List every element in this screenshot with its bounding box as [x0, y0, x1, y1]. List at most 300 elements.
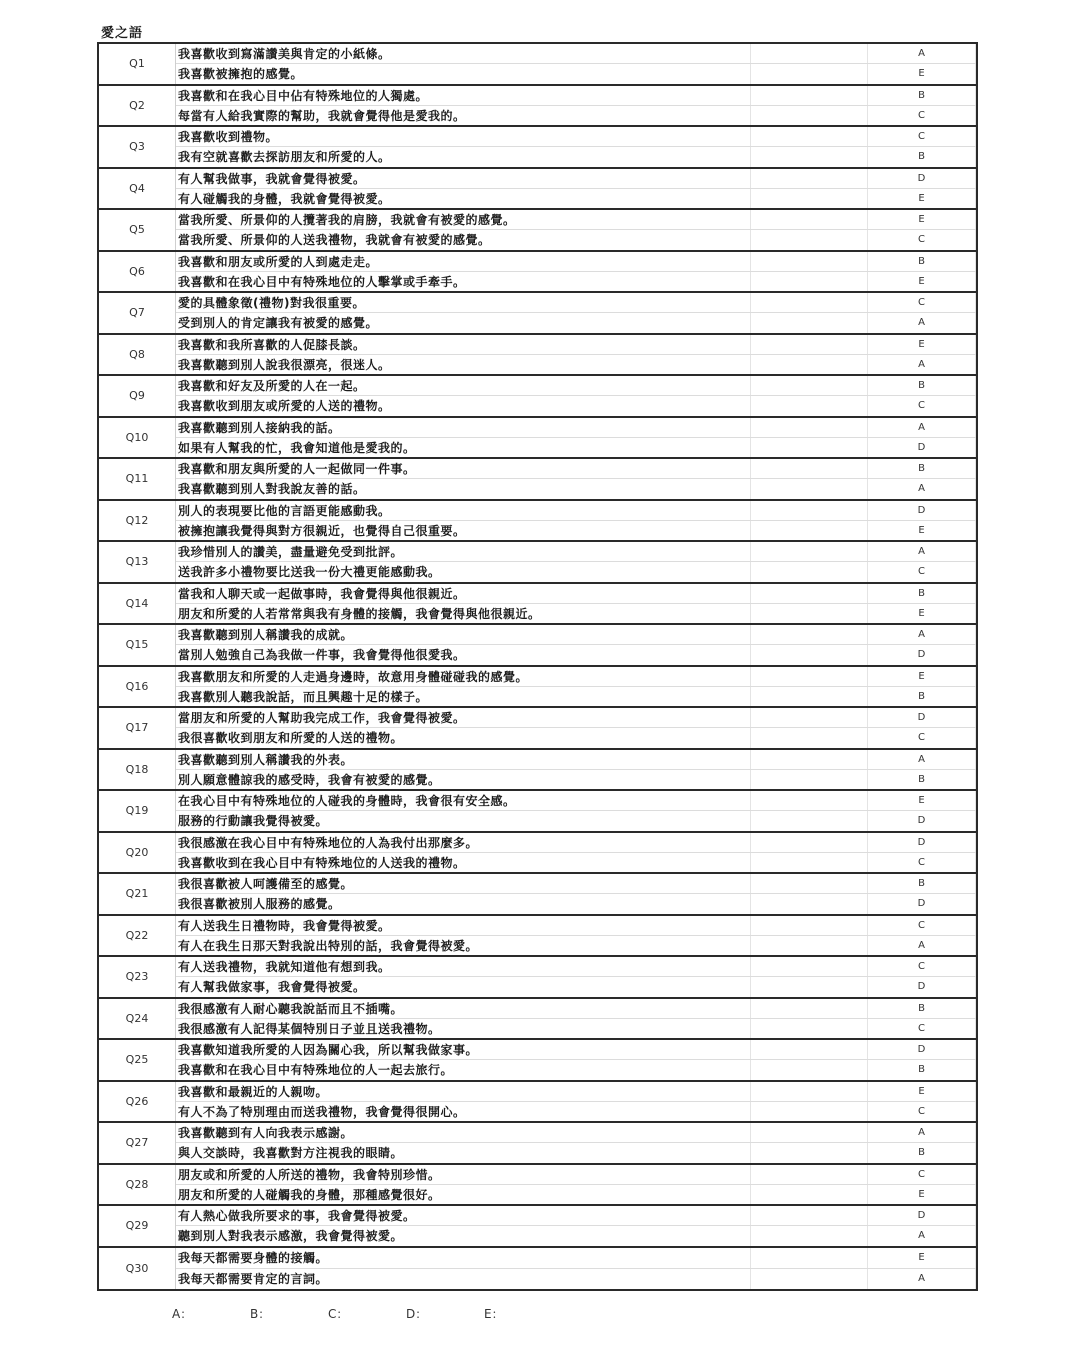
statement-text: 朋友和所愛的人若常常與我有身體的接觸，我會覺得與他很親近。: [176, 604, 751, 623]
category-code: C: [918, 234, 925, 246]
statement-line: [176, 64, 976, 83]
empty-cell: [975, 604, 976, 623]
empty-cell: [975, 1165, 976, 1184]
category-code: E: [918, 524, 925, 536]
statement-text: 我每天都需要身體的接觸。: [176, 1248, 751, 1268]
answer-cell[interactable]: [751, 1082, 868, 1101]
statement-text: 我喜歡聽到別人稱讚我的成就。: [176, 625, 751, 644]
answer-cell[interactable]: [751, 230, 868, 249]
statement-text: 我喜歡被擁抱的感覺。: [176, 64, 751, 83]
statement-text: 別人的表現要比他的言語更能感動我。: [176, 501, 751, 520]
answer-cell[interactable]: [751, 479, 868, 498]
statement-line: [176, 667, 976, 687]
empty-cell: [975, 1226, 976, 1245]
statement-line: [176, 189, 976, 208]
question-number: Q23: [99, 957, 176, 997]
answer-cell[interactable]: [751, 252, 868, 271]
answer-cell[interactable]: [751, 355, 868, 374]
tally-label: B：: [250, 1307, 271, 1321]
answer-cell[interactable]: [751, 1248, 868, 1268]
category-code: A: [918, 1273, 925, 1285]
statement-line: [176, 1082, 976, 1102]
question-row: [99, 459, 976, 501]
statement-line: [176, 957, 976, 977]
empty-cell: [975, 750, 976, 769]
category-code: A: [918, 753, 925, 765]
question-number: Q30: [99, 1248, 176, 1290]
answer-cell[interactable]: [751, 791, 868, 810]
answer-cell[interactable]: [751, 750, 868, 769]
answer-cell[interactable]: [751, 667, 868, 686]
category-code: A: [918, 939, 925, 951]
question-number: Q3: [99, 127, 176, 167]
statement-text: 我喜歡收到朋友或所愛的人送的禮物。: [176, 396, 751, 415]
category-code: A: [918, 317, 925, 329]
question-number: Q29: [99, 1206, 176, 1246]
question-row: [99, 708, 976, 750]
category-code: A: [918, 483, 925, 495]
category-code: A: [918, 421, 925, 433]
statement-text: 與人交談時，我喜歡對方注視我的眼睛。: [176, 1143, 751, 1162]
questionnaire-table: [97, 42, 978, 1291]
statement-line: [176, 1185, 976, 1204]
empty-cell: [975, 667, 976, 686]
empty-cell: [975, 1269, 976, 1289]
statement-line: [176, 687, 976, 706]
category-code: E: [918, 1252, 925, 1264]
question-row: [99, 501, 976, 543]
empty-cell: [975, 999, 976, 1018]
question-number: Q14: [99, 584, 176, 624]
empty-cell: [975, 977, 976, 996]
empty-cell: [975, 894, 976, 913]
statement-line: [176, 147, 976, 166]
answer-cell[interactable]: [751, 770, 868, 789]
answer-cell[interactable]: [751, 874, 868, 893]
question-number: Q27: [99, 1123, 176, 1163]
answer-cell[interactable]: [751, 313, 868, 332]
statement-text: 我喜歡聽到別人稱讚我的外表。: [176, 750, 751, 769]
empty-cell: [975, 645, 976, 664]
statement-line: [176, 501, 976, 521]
question-number: Q28: [99, 1165, 176, 1205]
question-row: [99, 210, 976, 252]
category-code: D: [917, 981, 926, 993]
question-row: [99, 957, 976, 999]
statement-line: [176, 438, 976, 457]
answer-cell[interactable]: [751, 1226, 868, 1245]
question-row: [99, 1165, 976, 1207]
statement-text: 我喜歡收到寫滿讚美與肯定的小紙條。: [176, 44, 751, 63]
statement-text: 我喜歡聽到有人向我表示感謝。: [176, 1123, 751, 1142]
statement-line: [176, 1269, 976, 1289]
statement-line: [176, 936, 976, 955]
answer-cell[interactable]: [751, 853, 868, 872]
statement-text: 當我和人聊天或一起做事時，我會覺得與他很親近。: [176, 584, 751, 603]
empty-cell: [975, 86, 976, 105]
score-tally: [172, 1305, 562, 1322]
answer-cell[interactable]: [751, 169, 868, 188]
question-row: [99, 1206, 976, 1248]
answer-cell[interactable]: [751, 127, 868, 146]
answer-cell[interactable]: [751, 1206, 868, 1225]
statement-line: [176, 1040, 976, 1060]
answer-cell[interactable]: [751, 272, 868, 291]
category-code: A: [918, 629, 925, 641]
statement-line: [176, 335, 976, 355]
statement-text: 有人碰觸我的身體，我就會覺得被愛。: [176, 189, 751, 208]
empty-cell: [975, 355, 976, 374]
statement-text: 在我心目中有特殊地位的人碰我的身體時，我會很有安全感。: [176, 791, 751, 810]
category-code: A: [918, 1127, 925, 1139]
statement-text: 當我所愛、所景仰的人攬著我的肩膀，我就會有被愛的感覺。: [176, 210, 751, 229]
question-number: Q5: [99, 210, 176, 250]
answer-cell[interactable]: [751, 1060, 868, 1079]
statement-text: 我喜歡和最親近的人親吻。: [176, 1082, 751, 1101]
empty-cell: [975, 791, 976, 810]
statement-line: [176, 293, 976, 313]
statement-line: [176, 1248, 976, 1269]
answer-cell[interactable]: [751, 936, 868, 955]
empty-cell: [975, 189, 976, 208]
question-row: [99, 169, 976, 211]
statement-line: [176, 106, 976, 125]
answer-cell[interactable]: [751, 376, 868, 395]
statement-text: 如果有人幫我的忙，我會知道他是愛我的。: [176, 438, 751, 457]
answer-cell[interactable]: [751, 521, 868, 540]
question-row: [99, 791, 976, 833]
category-code: E: [918, 275, 925, 287]
statement-text: 有人送我禮物，我就知道他有想到我。: [176, 957, 751, 976]
answer-cell[interactable]: [751, 708, 868, 727]
statement-text: 有人在我生日那天對我說出特別的話，我會覺得被愛。: [176, 936, 751, 955]
statement-text: 我有空就喜歡去探訪朋友和所愛的人。: [176, 147, 751, 166]
statement-text: 服務的行動讓我覺得被愛。: [176, 811, 751, 830]
category-code: C: [918, 732, 925, 744]
question-number: Q8: [99, 335, 176, 375]
empty-cell: [975, 376, 976, 395]
statement-text: 朋友或和所愛的人所送的禮物，我會特別珍惜。: [176, 1165, 751, 1184]
question-row: [99, 1248, 976, 1290]
category-code: C: [918, 400, 925, 412]
answer-cell[interactable]: [751, 1165, 868, 1184]
statement-line: [176, 708, 976, 728]
statement-line: [176, 791, 976, 811]
statement-text: 我喜歡收到在我心目中有特殊地位的人送我的禮物。: [176, 853, 751, 872]
answer-cell[interactable]: [751, 293, 868, 312]
answer-cell[interactable]: [751, 625, 868, 644]
empty-cell: [975, 147, 976, 166]
statement-text: 我喜歡聽到別人說我很漂亮，很迷人。: [176, 355, 751, 374]
tally-label: C：: [328, 1307, 349, 1321]
empty-cell: [975, 230, 976, 249]
category-code: E: [918, 795, 925, 807]
statement-line: [176, 604, 976, 623]
category-code: E: [918, 214, 925, 226]
answer-cell[interactable]: [751, 584, 868, 603]
statement-text: 每當有人給我實際的幫助，我就會覺得他是愛我的。: [176, 106, 751, 125]
statement-text: 我很感激有人記得某個特別日子並且送我禮物。: [176, 1019, 751, 1038]
question-number: Q7: [99, 293, 176, 333]
answer-cell[interactable]: [751, 687, 868, 706]
answer-cell[interactable]: [751, 728, 868, 747]
statement-line: [176, 811, 976, 830]
category-code: E: [918, 607, 925, 619]
question-number: Q17: [99, 708, 176, 748]
question-row: [99, 750, 976, 792]
question-row: [99, 916, 976, 958]
statement-text: 聽到別人對我表示感激，我會覺得被愛。: [176, 1226, 751, 1245]
statement-line: [176, 1019, 976, 1038]
statement-line: [176, 521, 976, 540]
answer-cell[interactable]: [751, 811, 868, 830]
empty-cell: [975, 313, 976, 332]
statement-line: [176, 1143, 976, 1162]
answer-cell[interactable]: [751, 86, 868, 105]
empty-cell: [975, 459, 976, 478]
category-code: E: [918, 338, 925, 350]
category-code: A: [918, 358, 925, 370]
statement-text: 當我所愛、所景仰的人送我禮物，我就會有被愛的感覺。: [176, 230, 751, 249]
empty-cell: [975, 521, 976, 540]
category-code: A: [918, 1230, 925, 1242]
statement-text: 受到別人的肯定讓我有被愛的感覺。: [176, 313, 751, 332]
statement-line: [176, 542, 976, 562]
statement-text: 我很喜歡被人呵護備至的感覺。: [176, 874, 751, 893]
statement-line: [176, 230, 976, 249]
statement-line: [176, 396, 976, 415]
empty-cell: [975, 1040, 976, 1059]
category-code: D: [917, 649, 926, 661]
empty-cell: [975, 1082, 976, 1101]
category-code: D: [917, 1210, 926, 1222]
category-code: B: [918, 151, 925, 163]
answer-cell[interactable]: [751, 894, 868, 913]
statement-line: [176, 645, 976, 664]
answer-cell[interactable]: [751, 459, 868, 478]
empty-cell: [975, 1102, 976, 1121]
answer-cell[interactable]: [751, 1019, 868, 1038]
answer-cell[interactable]: [751, 604, 868, 623]
statement-text: 我喜歡和我所喜歡的人促膝長談。: [176, 335, 751, 354]
answer-cell[interactable]: [751, 542, 868, 561]
question-row: [99, 44, 976, 86]
statement-text: 我喜歡知道我所愛的人因為關心我，所以幫我做家事。: [176, 1040, 751, 1059]
empty-cell: [975, 44, 976, 63]
category-code: C: [918, 961, 925, 973]
answer-cell[interactable]: [751, 1185, 868, 1204]
answer-cell[interactable]: [751, 418, 868, 437]
answer-cell[interactable]: [751, 1040, 868, 1059]
answer-cell[interactable]: [751, 562, 868, 581]
empty-cell: [975, 418, 976, 437]
statement-text: 我喜歡朋友和所愛的人走過身邊時，故意用身體碰碰我的感覺。: [176, 667, 751, 686]
statement-line: [176, 584, 976, 604]
question-row: [99, 1040, 976, 1082]
category-code: B: [918, 1002, 925, 1014]
question-number: Q20: [99, 833, 176, 873]
statement-line: [176, 355, 976, 374]
answer-cell[interactable]: [751, 977, 868, 996]
question-row: [99, 1123, 976, 1165]
empty-cell: [975, 957, 976, 976]
empty-cell: [975, 811, 976, 830]
category-code: D: [917, 172, 926, 184]
statement-text: 有人送我生日禮物時，我會覺得被愛。: [176, 916, 751, 935]
empty-cell: [975, 169, 976, 188]
empty-cell: [975, 874, 976, 893]
question-number: Q6: [99, 252, 176, 292]
answer-cell[interactable]: [751, 210, 868, 229]
statement-text: 有人不為了特別理由而送我禮物，我會覺得很開心。: [176, 1102, 751, 1121]
answer-cell[interactable]: [751, 189, 868, 208]
empty-cell: [975, 584, 976, 603]
empty-cell: [975, 396, 976, 415]
question-number: Q22: [99, 916, 176, 956]
statement-line: [176, 916, 976, 936]
category-code: C: [918, 131, 925, 143]
statement-text: 我喜歡和朋友或所愛的人到處走走。: [176, 252, 751, 271]
empty-cell: [975, 479, 976, 498]
statement-text: 別人願意體諒我的感受時，我會有被愛的感覺。: [176, 770, 751, 789]
answer-cell[interactable]: [751, 147, 868, 166]
tally-label: A：: [172, 1307, 193, 1321]
statement-text: 我很喜歡收到朋友和所愛的人送的禮物。: [176, 728, 751, 747]
question-number: Q26: [99, 1082, 176, 1122]
empty-cell: [975, 728, 976, 747]
category-code: D: [917, 815, 926, 827]
question-number: Q25: [99, 1040, 176, 1080]
answer-cell[interactable]: [751, 999, 868, 1018]
category-code: E: [918, 192, 925, 204]
empty-cell: [975, 1123, 976, 1142]
empty-cell: [975, 1185, 976, 1204]
category-code: D: [917, 712, 926, 724]
statement-text: 我喜歡和好友及所愛的人在一起。: [176, 376, 751, 395]
category-code: B: [918, 773, 925, 785]
question-row: [99, 127, 976, 169]
empty-cell: [975, 252, 976, 271]
empty-cell: [975, 64, 976, 83]
answer-cell[interactable]: [751, 1269, 868, 1289]
answer-cell[interactable]: [751, 438, 868, 457]
answer-cell[interactable]: [751, 957, 868, 976]
question-number: Q21: [99, 874, 176, 914]
question-number: Q1: [99, 44, 176, 84]
statement-text: 當別人勉強自己為我做一件事，我會覺得他很愛我。: [176, 645, 751, 664]
question-number: Q24: [99, 999, 176, 1039]
answer-cell[interactable]: [751, 335, 868, 354]
category-code: D: [917, 898, 926, 910]
category-code: B: [918, 463, 925, 475]
statement-line: [176, 86, 976, 106]
question-row: [99, 335, 976, 377]
question-number: Q16: [99, 667, 176, 707]
category-code: C: [918, 1022, 925, 1034]
statement-line: [176, 169, 976, 189]
statement-text: 我每天都需要肯定的言詞。: [176, 1269, 751, 1289]
empty-cell: [975, 127, 976, 146]
category-code: E: [918, 670, 925, 682]
empty-cell: [975, 1206, 976, 1225]
empty-cell: [975, 625, 976, 644]
page-title: 愛之語: [101, 26, 144, 41]
statement-line: [176, 272, 976, 291]
empty-cell: [975, 708, 976, 727]
answer-cell[interactable]: [751, 44, 868, 63]
statement-line: [176, 1206, 976, 1226]
statement-line: [176, 728, 976, 747]
statement-line: [176, 977, 976, 996]
statement-line: [176, 833, 976, 853]
question-number: Q12: [99, 501, 176, 541]
question-row: [99, 252, 976, 294]
statement-text: 我很喜歡被別人服務的感覺。: [176, 894, 751, 913]
empty-cell: [975, 1248, 976, 1268]
category-code: D: [917, 1044, 926, 1056]
statement-line: [176, 562, 976, 581]
answer-cell[interactable]: [751, 106, 868, 125]
answer-cell[interactable]: [751, 1143, 868, 1162]
answer-cell[interactable]: [751, 501, 868, 520]
answer-cell[interactable]: [751, 916, 868, 935]
category-code: E: [918, 68, 925, 80]
statement-line: [176, 894, 976, 913]
statement-text: 我很感激有人耐心聽我說話而且不插嘴。: [176, 999, 751, 1018]
category-code: D: [917, 441, 926, 453]
tally-label: D：: [406, 1307, 428, 1321]
statement-line: [176, 459, 976, 479]
statement-text: 我喜歡聽到別人對我說友善的話。: [176, 479, 751, 498]
statement-line: [176, 210, 976, 230]
empty-cell: [975, 833, 976, 852]
answer-cell[interactable]: [751, 1102, 868, 1121]
empty-cell: [975, 293, 976, 312]
category-code: B: [918, 878, 925, 890]
answer-cell[interactable]: [751, 396, 868, 415]
category-code: B: [918, 587, 925, 599]
statement-text: 我喜歡和在我心目中有特殊地位的人一起去旅行。: [176, 1060, 751, 1079]
category-code: C: [918, 1105, 925, 1117]
empty-cell: [975, 853, 976, 872]
tally-label: E：: [484, 1307, 504, 1321]
empty-cell: [975, 272, 976, 291]
empty-cell: [975, 562, 976, 581]
statement-line: [176, 376, 976, 396]
empty-cell: [975, 106, 976, 125]
answer-cell[interactable]: [751, 64, 868, 83]
answer-cell[interactable]: [751, 1123, 868, 1142]
question-row: [99, 293, 976, 335]
question-row: [99, 667, 976, 709]
answer-cell[interactable]: [751, 833, 868, 852]
empty-cell: [975, 936, 976, 955]
category-code: C: [918, 297, 925, 309]
statement-text: 有人幫我做家事，我會覺得被愛。: [176, 977, 751, 996]
question-row: [99, 999, 976, 1041]
statement-line: [176, 874, 976, 894]
statement-line: [176, 999, 976, 1019]
statement-line: [176, 625, 976, 645]
category-code: D: [917, 504, 926, 516]
question-row: [99, 418, 976, 460]
answer-cell[interactable]: [751, 645, 868, 664]
question-number: Q11: [99, 459, 176, 499]
question-number: Q10: [99, 418, 176, 458]
empty-cell: [975, 916, 976, 935]
category-code: C: [918, 109, 925, 121]
category-code: B: [918, 380, 925, 392]
